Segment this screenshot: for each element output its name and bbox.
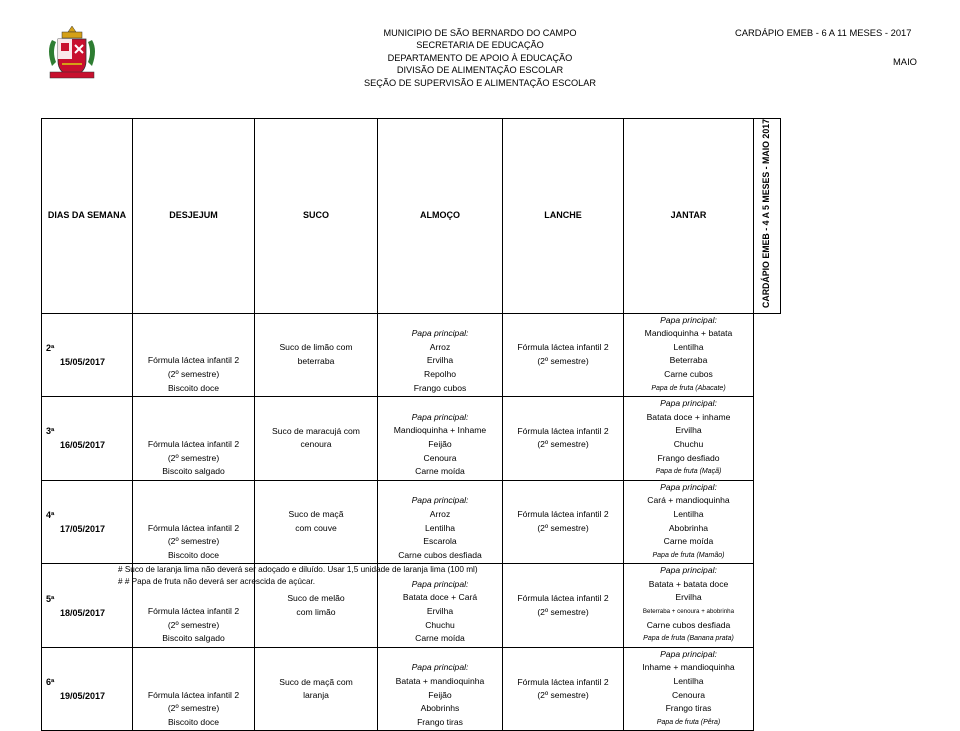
cell-text: beterraba (297, 355, 335, 366)
cell-text: Lentilha (673, 341, 704, 352)
cell-text: (2º semestre) (537, 690, 589, 701)
lanche-cell (503, 397, 624, 481)
day-date: 18/05/2017 (60, 607, 106, 618)
cell-text: Abobrinhs (420, 703, 460, 714)
jantar-cell (624, 313, 754, 397)
day-cell (42, 313, 133, 397)
cell-text: Mandioquinha + batata (644, 328, 733, 339)
table-row (42, 647, 781, 731)
cell-text: Fórmula láctea infantil 2 (147, 689, 240, 700)
cell-text: Papa principal: (660, 648, 717, 659)
cell-text: Papa principal: (411, 411, 469, 422)
cell-text: Lentilha (673, 676, 704, 687)
day-number: 2ª (46, 342, 55, 353)
cell-text: Cenoura (672, 689, 705, 700)
cell-text: Arroz (429, 508, 451, 519)
cell-text: Papa de fruta (Mamão) (652, 551, 725, 559)
cell-text: Batata doce + inhame (646, 411, 731, 422)
cell-text: Ervilha (426, 355, 454, 366)
cell-text: Lentilha (424, 522, 456, 533)
suco-cell (255, 480, 378, 564)
table-header-row (42, 119, 781, 314)
document-month: MAIO (893, 56, 917, 67)
cell-text: (2º semestre) (167, 452, 220, 463)
cell-text: Beterraba (669, 355, 708, 366)
suco-cell (255, 313, 378, 397)
cell-text: Ervilha (426, 606, 454, 617)
column-header: JANTAR (624, 119, 754, 314)
day-date: 16/05/2017 (60, 440, 106, 451)
cell-text: Papa de fruta (Abacate) (651, 384, 726, 392)
cell-text: Escarola (423, 536, 457, 547)
column-header: DIAS DA SEMANA (42, 119, 133, 314)
header-line: SECRETARIA DE EDUCAÇÃO (416, 40, 544, 51)
cell-text: Batata + mandioquinha (395, 676, 485, 687)
column-header: ALMOÇO (378, 119, 503, 314)
day-date: 15/05/2017 (60, 356, 106, 367)
almoco-cell (378, 313, 503, 397)
cell-text: Fórmula láctea infantil 2 (517, 509, 609, 520)
cell-text: Ervilha (675, 592, 702, 603)
cell-text: Biscoito salgado (162, 633, 225, 644)
desjejum-cell (133, 480, 255, 564)
cell-text: Fórmula láctea infantil 2 (517, 676, 609, 687)
cell-text: Fórmula láctea infantil 2 (147, 355, 240, 366)
almoco-cell (378, 480, 503, 564)
column-header: DESJEJUM (133, 119, 255, 314)
cell-text: Suco de maçã com (279, 676, 353, 687)
cell-text: Frango tiras (665, 703, 712, 714)
cell-text: Carne moída (415, 633, 465, 644)
cell-text: cenoura (300, 439, 332, 450)
cell-text: Feijão (428, 689, 452, 700)
cell-text: Papa principal: (660, 314, 717, 325)
cell-text: Suco de melão (287, 592, 345, 603)
municipal-crest-icon (44, 24, 100, 82)
cell-text: Carne cubos (664, 368, 713, 379)
jantar-cell (624, 480, 754, 564)
header-line: DIVISÃO DE ALIMENTAÇÃO ESCOLAR (396, 65, 564, 76)
cell-text: com limão (296, 606, 336, 617)
cell-text: Frango tiras (417, 716, 463, 727)
cell-text: Biscoito doce (167, 549, 220, 560)
cell-text: Carne moída (663, 536, 714, 547)
cell-text: Biscoito doce (167, 716, 220, 727)
cell-text: (2º semestre) (167, 703, 220, 714)
document-title: CARDÁPIO EMEB - 6 A 11 MESES - 2017 (735, 27, 912, 38)
jantar-cell (624, 564, 754, 648)
day-cell (42, 480, 133, 564)
day-number: 6ª (46, 677, 55, 688)
cell-text: Papa principal: (411, 328, 469, 339)
cell-text: Mandioquinha + Inhame (393, 425, 487, 436)
cell-text: laranja (303, 690, 329, 701)
cell-text: (2º semestre) (537, 606, 589, 617)
cell-text: Papa principal: (411, 662, 469, 673)
desjejum-cell (133, 647, 255, 731)
cell-text: Beterraba + cenoura + abobrinha (642, 608, 735, 616)
cell-text: Papa principal: (660, 565, 717, 576)
menu-table (41, 118, 781, 731)
jantar-cell (624, 397, 754, 481)
cell-text: Carne moída (415, 466, 465, 477)
column-header: SUCO (255, 119, 378, 314)
cell-text: Fórmula láctea infantil 2 (517, 425, 609, 436)
day-date: 19/05/2017 (60, 691, 106, 702)
lanche-cell (503, 564, 624, 648)
cell-text: Fórmula láctea infantil 2 (147, 438, 240, 449)
cell-text: Chuchu (673, 438, 704, 449)
cell-text: Suco de limão com (279, 342, 353, 353)
almoco-cell (378, 647, 503, 731)
cell-text: Batata + batata doce (648, 578, 729, 589)
cell-text: Cará + mandioquinha (647, 495, 730, 506)
cell-text: Papa de fruta (Maçã) (655, 468, 722, 476)
cell-text: Papa principal: (411, 495, 469, 506)
lanche-cell (503, 647, 624, 731)
cell-text: Carne cubos desfiada (398, 549, 482, 560)
day-number: 4ª (46, 510, 55, 521)
cell-text: Suco de maçã (288, 509, 344, 520)
cell-text: (2º semestre) (167, 536, 220, 547)
column-header: LANCHE (503, 119, 624, 314)
cell-text: Papa principal: (660, 481, 717, 492)
suco-cell (255, 647, 378, 731)
cell-text: Fórmula láctea infantil 2 (147, 522, 240, 533)
side-label: CARDÁPIO EMEB - 4 A 5 MESES - MAIO 2017 (761, 119, 772, 309)
cell-text: Lentilha (673, 508, 704, 519)
cell-text: Arroz (429, 341, 451, 352)
cell-text: Fórmula láctea infantil 2 (147, 606, 240, 617)
cell-text: Chuchu (425, 619, 455, 630)
cell-text: Suco de maracujá com (272, 425, 360, 436)
cell-text: Frango cubos (413, 382, 467, 393)
cell-text: (2º semestre) (537, 523, 589, 534)
header-line: SEÇÃO DE SUPERVISÃO E ALIMENTAÇÃO ESCOLAR (364, 77, 596, 88)
cell-text: Batata doce + Cará (402, 592, 478, 603)
cell-text: Fórmula láctea infantil 2 (517, 592, 609, 603)
day-number: 3ª (46, 426, 55, 437)
table-row (42, 480, 781, 564)
footnote: # # Papa de fruta não deverá ser acrescida de açúcar. (118, 577, 316, 586)
cell-text: Ervilha (675, 425, 702, 436)
cell-text: Inhame + mandioquinha (642, 662, 735, 673)
cell-text: Feijão (428, 438, 452, 449)
footnotes (118, 564, 478, 588)
cell-text: Papa de fruta (Pêra) (656, 718, 721, 726)
footnote: # Suco de laranja lima não deverá ser adoçado e diluído. Usar 1,5 unidade de laranja lima (100 ml) (118, 565, 478, 574)
day-cell (42, 397, 133, 481)
desjejum-cell (133, 313, 255, 397)
cell-text: Fórmula láctea infantil 2 (517, 342, 609, 353)
cell-text: (2º semestre) (537, 355, 589, 366)
cell-text: Biscoito salgado (162, 466, 225, 477)
suco-cell (255, 397, 378, 481)
header-line: DEPARTAMENTO DE APOIO À EDUCAÇÃO (387, 52, 573, 63)
day-cell (42, 647, 133, 731)
header-institution (330, 27, 630, 89)
cell-text: Biscoito doce (167, 382, 220, 393)
cell-text: Papa principal: (660, 398, 717, 409)
side-label-cell (754, 119, 781, 314)
lanche-cell (503, 313, 624, 397)
cell-text: (2º semestre) (167, 368, 220, 379)
day-number: 5ª (46, 593, 55, 604)
jantar-cell (624, 647, 754, 731)
cell-text: com couve (295, 523, 337, 534)
desjejum-cell (133, 397, 255, 481)
cell-text: Repolho (423, 368, 456, 379)
almoco-cell (378, 397, 503, 481)
cell-text: Frango desfiado (657, 452, 720, 463)
day-date: 17/05/2017 (60, 524, 106, 535)
table-row (42, 313, 781, 397)
cell-text: Cenoura (423, 452, 457, 463)
cell-text: Papa principal: (411, 578, 469, 589)
header-line: MUNICIPIO DE SÃO BERNARDO DO CAMPO (383, 28, 577, 38)
cell-text: (2º semestre) (537, 439, 589, 450)
table-row (42, 397, 781, 481)
cell-text: Abobrinha (668, 522, 709, 533)
cell-text: Carne cubos desfiada (646, 619, 731, 630)
lanche-cell (503, 480, 624, 564)
cell-text: (2º semestre) (167, 619, 220, 630)
cell-text: Papa de fruta (Banana prata) (643, 635, 734, 643)
